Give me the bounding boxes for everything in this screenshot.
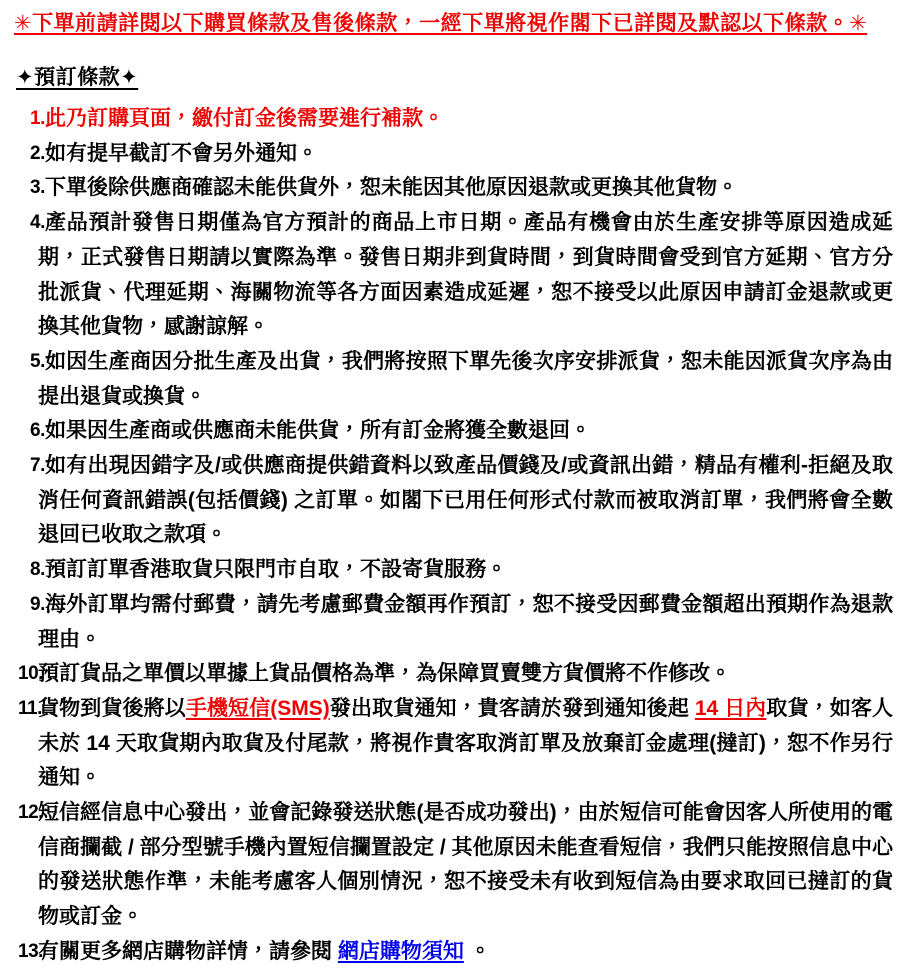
term-item-1	[10, 102, 893, 137]
term-number: 7.	[30, 455, 45, 477]
term-item-7	[10, 449, 893, 553]
store-shopping-guide-link[interactable]: 網店購物須知	[337, 939, 464, 963]
term-number: 3.	[30, 177, 45, 199]
term-item-4	[10, 206, 893, 345]
term-number: 4.	[30, 212, 45, 234]
term-text: 預訂訂單香港取貨只限門市自取，不設寄貨服務。	[45, 558, 507, 582]
term-item-10	[10, 657, 893, 692]
term-text: 產品預計發售日期僅為官方預計的商品上市日期。產品有機會由於生產安排等原因造成延期，正式發售日期請以實際為準。發售日期非到貨時間，到貨時間會受到官方延期、官方分批派貨、代理延期、海關物流等各方面因素造成延遲，恕不接受以此原因申請訂金退款或更換其他貨物，感謝諒解。	[38, 211, 893, 339]
term-text: 發出取貨通知，貴客請於發到通知後起	[329, 696, 695, 720]
term-text: 如有出現因錯字及/或供應商提供錯資料以致產品價錢及/或資訊出錯，精品有權利-拒絕及取消任何資訊錯誤(包括價錢) 之訂單。如閣下已用任何形式付款而被取消訂單，我們將會全數退回已收取之款項。	[38, 454, 893, 547]
term-item-9	[10, 588, 893, 657]
term-text: 下單後除供應商確認未能供貨外，恕未能因其他原因退款或更換其他貨物。	[45, 176, 738, 200]
term-item-2	[10, 137, 893, 172]
terms-list	[10, 102, 893, 970]
term-number: 1.	[30, 108, 45, 129]
term-item-3	[10, 171, 893, 206]
term-number: 13.	[18, 940, 43, 962]
term-text: 。	[463, 939, 491, 963]
sms-notice-highlight: 手機短信(SMS)	[185, 696, 330, 720]
pickup-deadline-highlight: 14 日內	[694, 696, 767, 720]
term-text: 短信經信息中心發出，並會記錄發送狀態(是否成功發出)，由於短信可能會因客人所使用的電信商攔截 / 部分型號手機內置短信攔置設定 / 其他原因未能查看短信，我們只能按照信息中心的發送狀態作準，未能考慮客人個別情況，恕不接受未有收到短信為由要求取回已撻訂的貨物或訂金。	[38, 801, 893, 929]
term-number: 6.	[30, 420, 45, 442]
term-item-12	[10, 796, 893, 935]
section-title-preorder-terms: ✦預訂條款✦	[16, 66, 139, 89]
term-number: 11.	[18, 697, 42, 719]
term-number: 8.	[30, 559, 45, 581]
term-text: 海外訂單均需付郵費，請先考慮郵費金額再作預訂，恕不接受因郵費金額超出預期作為退款理由。	[38, 592, 893, 651]
term-text: 預訂貨品之單價以單據上貨品價格為準，為保障買賣雙方貨價將不作修改。	[38, 662, 731, 686]
term-item-6	[10, 414, 893, 449]
term-text: 如有提早截訂不會另外通知。	[45, 141, 318, 165]
term-number: 12.	[18, 802, 43, 824]
term-text: 貨物到貨後將以	[38, 696, 186, 720]
term-text: 如果因生產商或供應商未能供貨，所有訂金將獲全數退回。	[45, 419, 591, 443]
term-item-5	[10, 345, 893, 414]
term-number: 2.	[30, 142, 45, 164]
term-number: 5.	[30, 350, 45, 372]
term-number: 9.	[30, 593, 45, 615]
term-text: 有關更多網店購物詳情，請參閱	[38, 939, 338, 963]
term-item-8	[10, 553, 893, 588]
term-number: 10.	[18, 663, 43, 685]
term-item-11	[10, 692, 893, 796]
term-text: 取貨，如客人未於 14 天取貨期內取貨及付尾款，將視作貴客取消訂單及放棄訂金處理(撻訂)，恕不作另行通知。	[38, 696, 893, 790]
term-text: 如因生產商因分批生產及出貨，我們將按照下單先後次序安排派貨，恕未能因派貨次序為由提出退貨或換貨。	[38, 349, 893, 408]
purchase-notice-banner: ✳下單前請詳閱以下購買條款及售後條款，一經下單將視作閣下已詳閱及默認以下條款。✳	[14, 12, 868, 35]
term-item-13	[10, 935, 893, 970]
term-text: 此乃訂購頁面，繳付訂金後需要進行補款。	[45, 107, 444, 130]
